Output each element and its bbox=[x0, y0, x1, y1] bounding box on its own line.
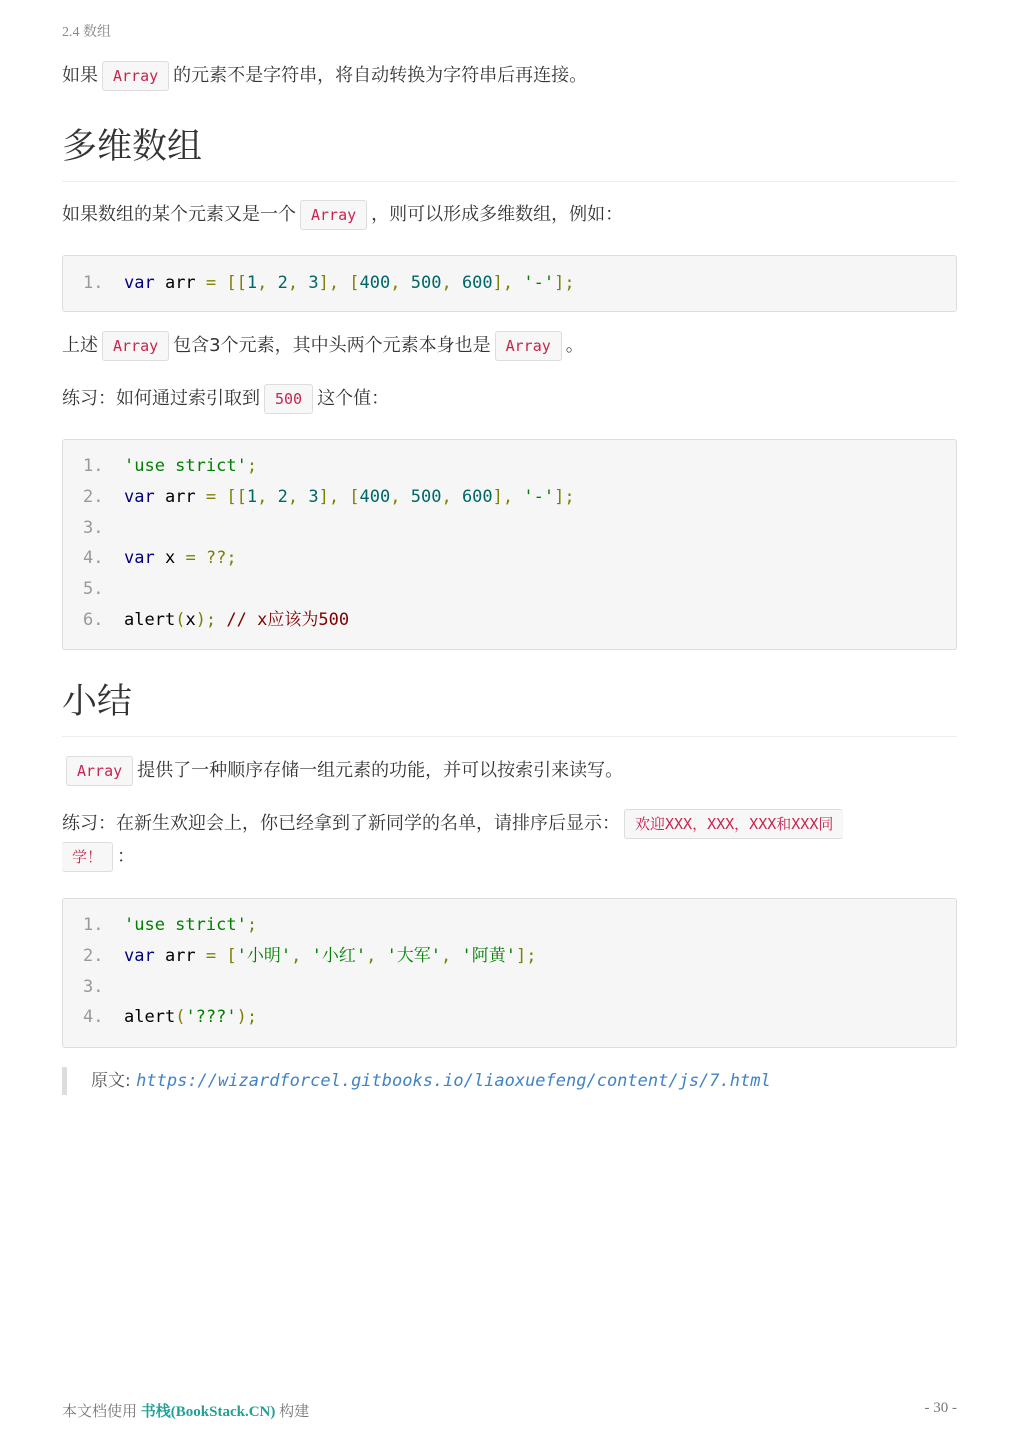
code-token: = [[ bbox=[205, 273, 247, 293]
code-token: , bbox=[287, 273, 309, 293]
code-token: , bbox=[287, 486, 309, 507]
text: 这个值： bbox=[317, 388, 390, 409]
code-token: '???' bbox=[185, 1007, 237, 1028]
code-token: var bbox=[124, 548, 155, 569]
code-token: = [[ bbox=[205, 486, 247, 507]
code-token: 600 bbox=[461, 273, 493, 293]
text: 包含3个元素，其中头两个元素本身也是 bbox=[173, 335, 491, 356]
code-block-3 bbox=[62, 898, 957, 1048]
text: 如果 bbox=[62, 65, 98, 86]
code-token: , bbox=[366, 945, 387, 966]
line-number: 2. bbox=[83, 945, 104, 966]
code-line bbox=[63, 451, 956, 482]
code-token bbox=[216, 610, 226, 630]
line-number: 6. bbox=[83, 609, 104, 630]
code-line bbox=[63, 513, 956, 544]
text: ，则可以形成多维数组，例如： bbox=[371, 204, 624, 225]
footer-credit bbox=[62, 1400, 309, 1421]
code-token: 400 bbox=[359, 273, 391, 293]
text: 如果数组的某个元素又是一个 bbox=[62, 204, 296, 225]
code-token: '阿黄' bbox=[461, 945, 517, 966]
line-content bbox=[124, 451, 257, 482]
code-block-2 bbox=[62, 439, 957, 650]
text: 。 bbox=[565, 335, 584, 356]
code-token: '-' bbox=[523, 486, 555, 507]
source-quote bbox=[62, 1067, 971, 1095]
code-token: ; bbox=[246, 456, 258, 476]
code-token: 3 bbox=[308, 486, 319, 507]
paragraph-join-note bbox=[62, 60, 957, 92]
code-block-1 bbox=[62, 255, 957, 312]
inline-code: 欢迎XXX，XXX，XXX和XXX同 bbox=[624, 809, 843, 839]
inline-code: Array bbox=[102, 331, 169, 361]
inline-code: Array bbox=[102, 61, 169, 91]
footer-brand-link[interactable]: 书栈(BookStack.CN) bbox=[140, 1404, 276, 1420]
line-number: 5. bbox=[83, 579, 104, 600]
paragraph-multidimensional-intro bbox=[62, 199, 957, 231]
code-token: var bbox=[124, 486, 155, 507]
code-line bbox=[63, 605, 956, 636]
code-token: ]; bbox=[554, 486, 575, 507]
paragraph-exercise-2-cont bbox=[58, 841, 953, 873]
source-link[interactable]: https://wizardforcel.gitbooks.io/liaoxuefeng/content/js/7.html bbox=[136, 1071, 771, 1091]
code-token: ); bbox=[195, 609, 217, 630]
code-line bbox=[63, 574, 956, 605]
text: 提供了一种顺序存储一组元素的功能，并可以按索引来读写。 bbox=[137, 760, 624, 781]
code-token: 1 bbox=[246, 486, 258, 507]
code-token: x bbox=[154, 548, 186, 569]
text: ： bbox=[117, 846, 136, 867]
code-token: ( bbox=[175, 609, 186, 630]
code-token: 600 bbox=[461, 486, 493, 507]
code-line bbox=[63, 482, 956, 513]
code-token: ], bbox=[492, 486, 524, 507]
code-token: var bbox=[124, 945, 155, 966]
code-line bbox=[63, 543, 956, 574]
line-number: 4. bbox=[83, 1007, 104, 1028]
line-content bbox=[124, 605, 349, 636]
line-number: 1. bbox=[83, 456, 104, 476]
text: 练习：如何通过索引取到 bbox=[62, 388, 260, 409]
code-token: , bbox=[441, 273, 462, 293]
line-number: 1. bbox=[83, 273, 104, 293]
code-token: arr bbox=[154, 486, 206, 507]
code-token: 500 bbox=[410, 273, 442, 293]
code-token: arr bbox=[154, 273, 206, 293]
code-line bbox=[63, 972, 956, 1003]
code-token: , bbox=[390, 273, 411, 293]
code-token: // x应该为500 bbox=[226, 609, 350, 630]
line-content bbox=[124, 910, 257, 941]
line-number: 3. bbox=[83, 976, 104, 997]
code-token: , bbox=[390, 486, 411, 507]
line-number: 1. bbox=[83, 915, 104, 935]
paragraph-array-elements bbox=[62, 330, 957, 362]
code-token: 2 bbox=[277, 273, 288, 293]
code-line bbox=[63, 941, 956, 972]
code-token: 400 bbox=[359, 486, 391, 507]
code-token: = [ bbox=[205, 945, 237, 966]
paragraph-exercise-1 bbox=[62, 383, 957, 415]
code-token: 1 bbox=[246, 273, 258, 293]
code-line bbox=[63, 910, 956, 941]
code-token: ], [ bbox=[318, 273, 360, 293]
code-token: , bbox=[441, 486, 462, 507]
code-token: 2 bbox=[277, 486, 288, 507]
code-line bbox=[63, 268, 956, 299]
code-token: , bbox=[441, 945, 462, 966]
source-label: 原文: bbox=[91, 1071, 131, 1091]
code-token: 'use strict' bbox=[124, 456, 247, 476]
inline-code: 500 bbox=[264, 384, 313, 414]
line-content bbox=[124, 543, 237, 574]
inline-code: 学！ bbox=[62, 842, 113, 872]
code-token: ); bbox=[236, 1007, 258, 1028]
code-token: alert bbox=[124, 609, 176, 630]
line-content bbox=[124, 268, 575, 299]
code-line bbox=[63, 1002, 956, 1033]
inline-code: Array bbox=[66, 756, 133, 786]
code-token: ], bbox=[492, 273, 524, 293]
code-token: x bbox=[185, 609, 196, 630]
text: 上述 bbox=[62, 335, 98, 356]
line-number: 3. bbox=[83, 517, 104, 538]
code-token: ]; bbox=[516, 945, 537, 966]
code-token: 3 bbox=[308, 273, 319, 293]
code-token: '-' bbox=[523, 273, 555, 293]
running-header: 2.4 数组 bbox=[62, 25, 111, 40]
code-token: , bbox=[257, 486, 278, 507]
text: 的元素不是字符串，将自动转换为字符串后再连接。 bbox=[173, 65, 588, 86]
code-token: arr bbox=[154, 945, 206, 966]
code-token: '小明' bbox=[236, 945, 292, 966]
line-content bbox=[124, 1002, 257, 1033]
footer-text: 本文档使用 bbox=[62, 1404, 141, 1420]
code-token: '大军' bbox=[386, 945, 442, 966]
text: 练习：在新生欢迎会上，你已经拿到了新同学的名单，请排序后显示： bbox=[62, 813, 620, 834]
line-number: 4. bbox=[83, 548, 104, 569]
paragraph-exercise-2 bbox=[62, 808, 957, 840]
code-token: ]; bbox=[554, 273, 575, 293]
code-token: , bbox=[291, 945, 312, 966]
code-token: ; bbox=[246, 915, 258, 935]
code-token: , bbox=[257, 273, 278, 293]
heading-multidimensional-array: 多维数组 bbox=[62, 125, 957, 182]
heading-summary: 小结 bbox=[62, 680, 957, 737]
inline-code: Array bbox=[495, 331, 562, 361]
footer-text: 构建 bbox=[275, 1404, 310, 1420]
code-token: '小红' bbox=[311, 945, 367, 966]
line-number: 2. bbox=[83, 486, 104, 507]
line-content bbox=[124, 941, 537, 972]
code-token: = ??; bbox=[185, 548, 237, 569]
line-content bbox=[124, 482, 575, 513]
code-token: alert bbox=[124, 1007, 176, 1028]
code-token: ], [ bbox=[318, 486, 360, 507]
code-token: var bbox=[124, 273, 155, 293]
code-token: 500 bbox=[410, 486, 442, 507]
page-number: - 30 - bbox=[924, 1400, 957, 1416]
paragraph-summary bbox=[62, 755, 957, 787]
code-token: 'use strict' bbox=[124, 915, 247, 935]
code-token: ( bbox=[175, 1007, 186, 1028]
inline-code: Array bbox=[300, 200, 367, 230]
